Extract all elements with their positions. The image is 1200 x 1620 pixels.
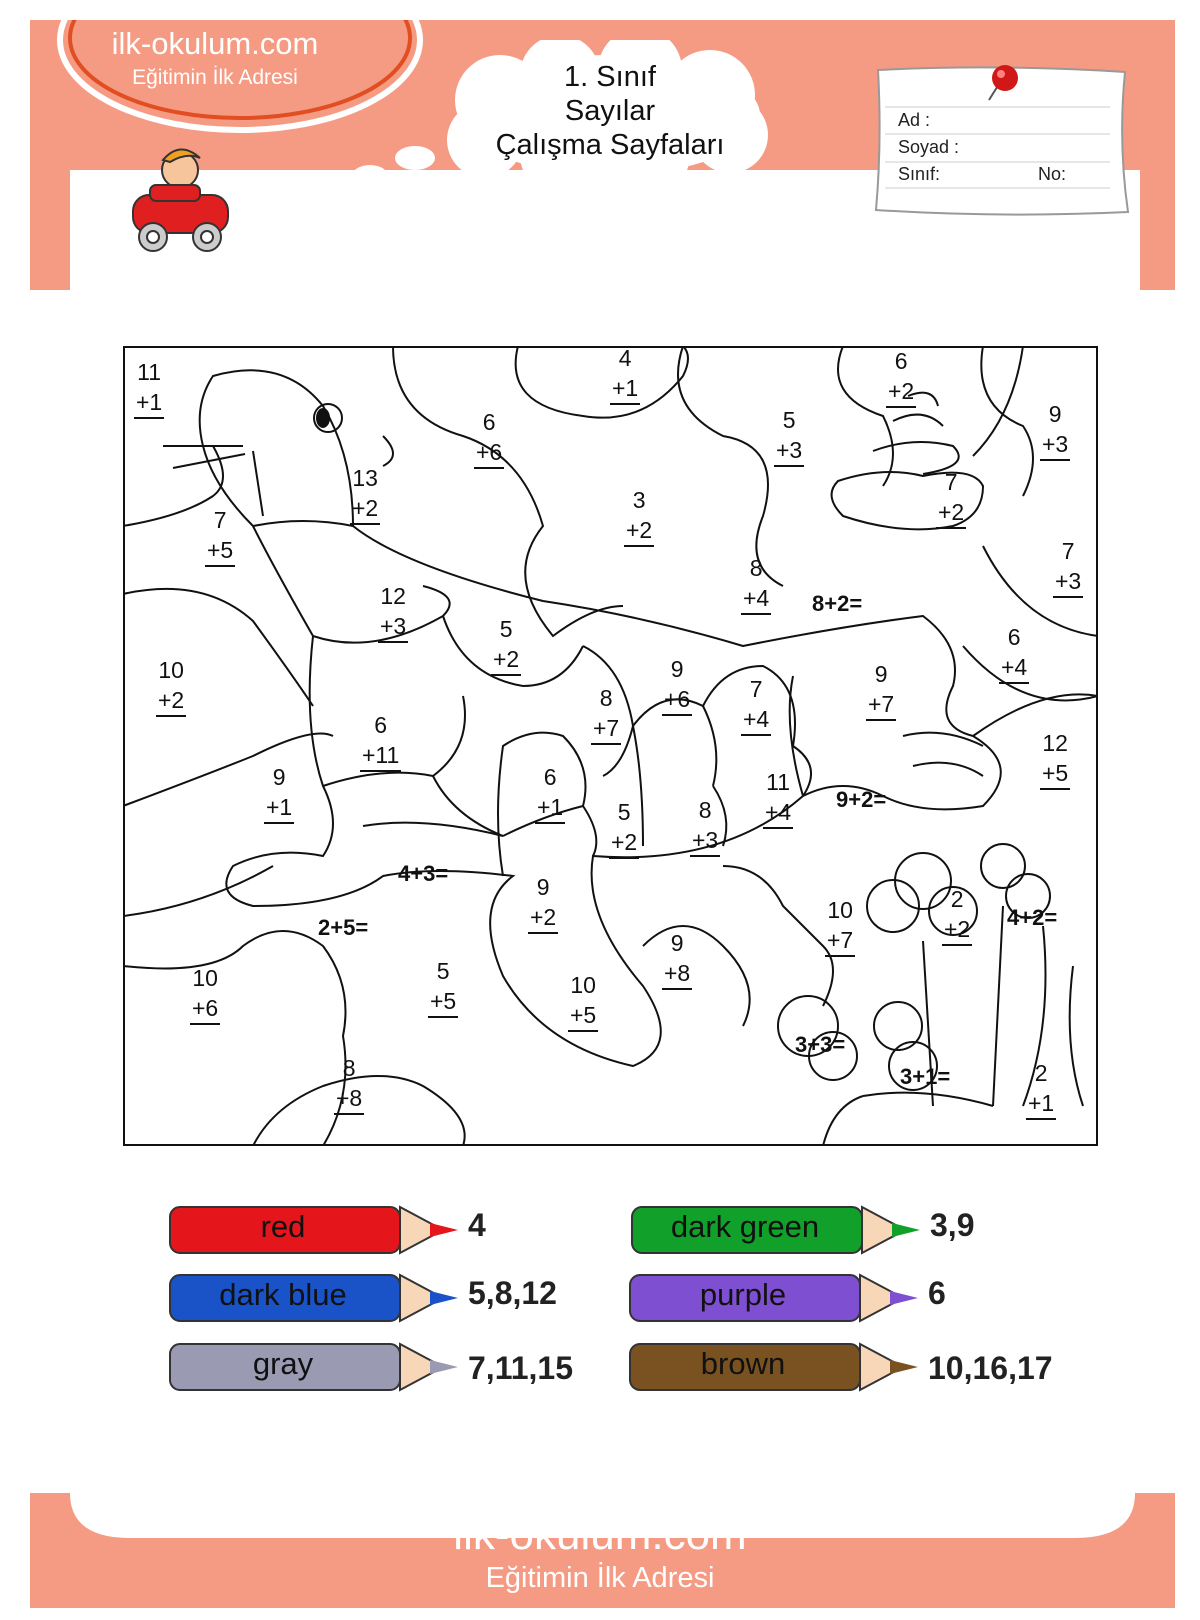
problem-cell: 3 +2 xyxy=(624,485,654,547)
legend-item-brown xyxy=(628,1342,1078,1392)
legend-label: dark blue xyxy=(219,1277,347,1312)
problem-cell: 2 +1 xyxy=(1026,1058,1056,1120)
problem-cell: 8 +8 xyxy=(334,1053,364,1115)
problem-cell: 5 +3 xyxy=(774,405,804,467)
equation-label: 4+2= xyxy=(1007,905,1058,930)
problem-cell: 10 +2 xyxy=(156,655,186,717)
problem-cell: 11 +1 xyxy=(134,357,164,419)
legend-label: purple xyxy=(699,1277,787,1312)
problem-cell: 8 +4 xyxy=(741,553,771,615)
problem-cell: 7 +3 xyxy=(1053,536,1083,598)
problem-cell: 6 +6 xyxy=(474,407,504,469)
thought-bubbles xyxy=(230,140,460,240)
equation-label: 3+3= xyxy=(795,1032,846,1057)
problem-cell: 9 +8 xyxy=(662,928,692,990)
equation-label: 9+2= xyxy=(836,787,887,812)
class-label: Sınıf: xyxy=(898,164,941,184)
problem-cell: 7 +4 xyxy=(741,674,771,736)
problem-cell: 11 +4 xyxy=(763,767,793,829)
page-title xyxy=(450,60,770,162)
footer-subtitle: Eğitimin İlk Adresi xyxy=(485,1562,715,1594)
equation-label: 8+2= xyxy=(812,591,863,616)
number-label: No: xyxy=(1038,164,1067,184)
problem-cell: 7 +5 xyxy=(205,505,235,567)
legend-item-gray xyxy=(168,1342,598,1392)
title-line-2: Sayılar xyxy=(564,95,656,127)
problem-cell: 5 +2 xyxy=(491,614,521,676)
title-line-3: Çalışma Sayfaları xyxy=(495,129,725,161)
legend-label: brown xyxy=(700,1346,786,1381)
problem-cell: 10 +6 xyxy=(190,963,220,1025)
legend-numbers: 6 xyxy=(928,1275,946,1311)
problem-cell: 8 +7 xyxy=(591,683,621,745)
legend-item-dark-green xyxy=(630,1205,1010,1255)
problem-cell: 9 +7 xyxy=(866,659,896,721)
surname-label: Soyad : xyxy=(898,137,960,157)
problem-cell: 4 +1 xyxy=(610,343,640,405)
title-line-1: 1. Sınıf xyxy=(564,61,656,93)
problem-cell: 9 +3 xyxy=(1040,399,1070,461)
legend-numbers: 3,9 xyxy=(930,1207,975,1243)
name-label: Ad : xyxy=(898,110,931,130)
legend-label: red xyxy=(260,1209,306,1244)
problem-cell: 9 +2 xyxy=(528,872,558,934)
seal-coloring-picture xyxy=(123,346,1098,1146)
problem-cell: 12 +5 xyxy=(1040,728,1070,790)
problem-cell: 9 +6 xyxy=(662,654,692,716)
problem-cell: 7 +2 xyxy=(936,467,966,529)
problem-cell: 5 +5 xyxy=(428,956,458,1018)
problem-cell: 8 +3 xyxy=(690,795,720,857)
equation-label: 3+1= xyxy=(900,1064,951,1089)
legend-numbers: 10,16,17 xyxy=(928,1350,1053,1386)
problem-cell: 6 +2 xyxy=(886,346,916,408)
legend-item-dark-blue xyxy=(168,1273,598,1323)
equation-label: 2+5= xyxy=(318,915,369,940)
legend-numbers: 4 xyxy=(468,1207,486,1243)
problem-cell: 6 +1 xyxy=(535,762,565,824)
logo-title: ilk-okulum.com xyxy=(111,26,319,61)
legend-numbers: 5,8,12 xyxy=(468,1275,557,1311)
pushpin-icon xyxy=(985,62,1025,104)
legend-numbers: 7,11,15 xyxy=(468,1350,573,1386)
problem-cell: 2 +2 xyxy=(942,884,972,946)
problem-cell: 13 +2 xyxy=(350,463,380,525)
legend-label: dark green xyxy=(670,1209,820,1244)
footer-title: ilk-okulum.com xyxy=(453,1510,747,1559)
problem-cell: 6 +4 xyxy=(999,622,1029,684)
problem-cell: 6 +11 xyxy=(360,710,401,772)
problem-cell: 10 +7 xyxy=(825,895,855,957)
legend-item-purple xyxy=(628,1273,1008,1323)
problem-cell: 12 +3 xyxy=(378,581,408,643)
legend-item-red xyxy=(168,1205,548,1255)
problem-cell: 5 +2 xyxy=(609,797,639,859)
cartoon-car-icon xyxy=(125,140,235,260)
logo-subtitle: Eğitimin İlk Adresi xyxy=(132,66,298,89)
equation-label: 4+3= xyxy=(398,861,449,886)
problem-cell: 9 +1 xyxy=(264,762,294,824)
legend-label: gray xyxy=(252,1346,314,1381)
problem-cell: 10 +5 xyxy=(568,970,598,1032)
